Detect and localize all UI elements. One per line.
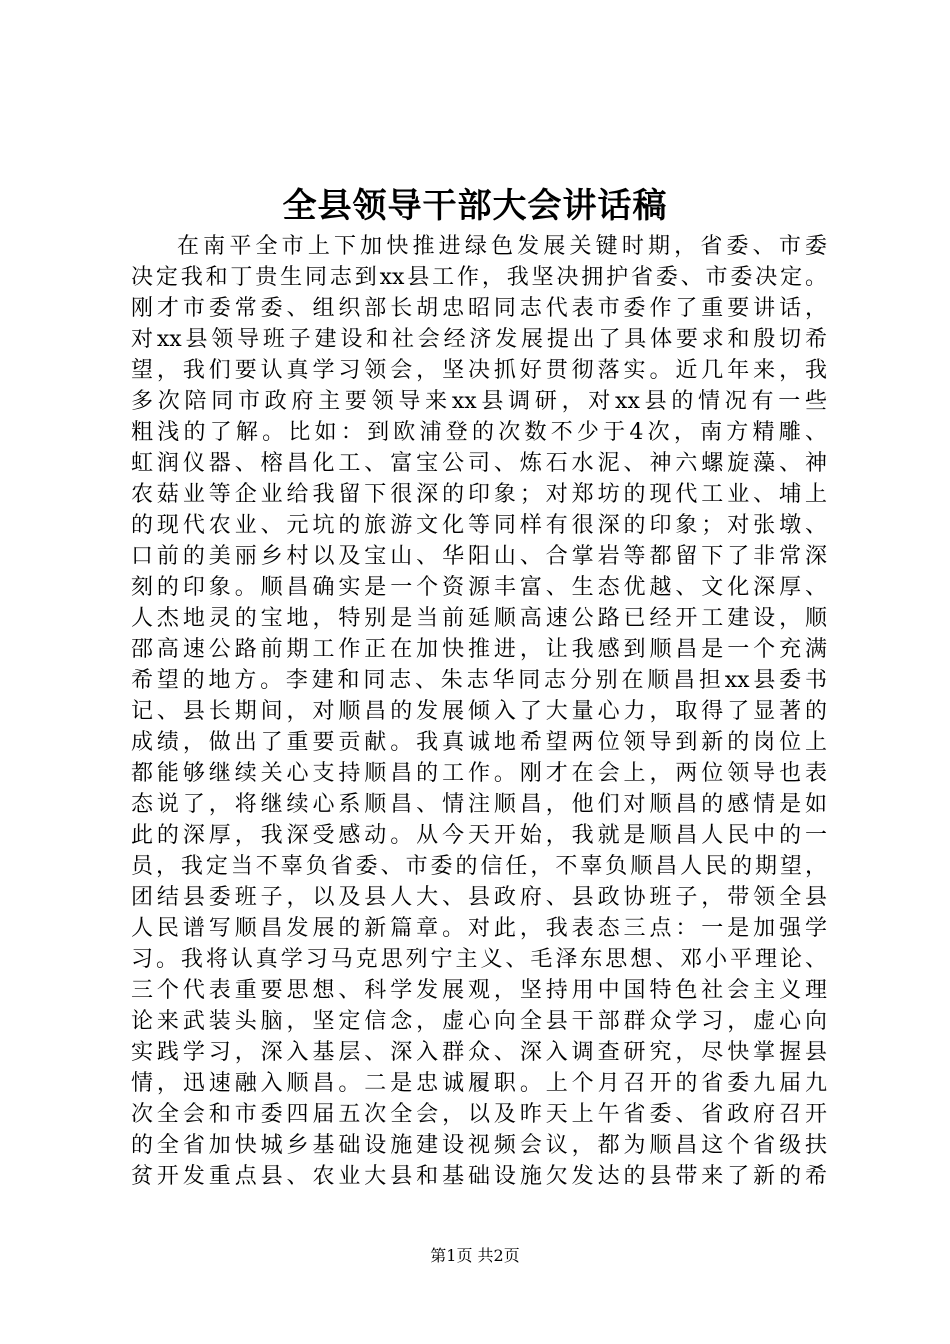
text-line: 人杰地灵的宝地，特别是当前延顺高速公路已经开工建设，顺 — [131, 606, 827, 631]
speech-body — [131, 231, 827, 1192]
text-line: 论来武装头脑，坚定信念，虚心向全县干部群众学习，虚心向 — [131, 1009, 827, 1034]
text-line: 农菇业等企业给我留下很深的印象；对郑坊的现代工业、埔上 — [131, 482, 827, 507]
page-number-footer: 第1页 共2页 — [430, 1246, 520, 1265]
text-line: 的现代农业、元坑的旅游文化等同样有很深的印象；对张墩、 — [131, 513, 827, 538]
text-line: 对xx县领导班子建设和社会经济发展提出了具体要求和殷切希 — [131, 327, 827, 352]
text-line: 多次陪同市政府主要领导来xx县调研，对xx县的情况有一些 — [131, 389, 827, 414]
text-line: 贫开发重点县、农业大县和基础设施欠发达的县带来了新的希 — [131, 1164, 827, 1189]
text-line: 邵高速公路前期工作正在加快推进，让我感到顺昌是一个充满 — [131, 637, 827, 662]
text-line: 口前的美丽乡村以及宝山、华阳山、合掌岩等都留下了非常深 — [131, 544, 827, 569]
text-line: 的全省加快城乡基础设施建设视频会议，都为顺昌这个省级扶 — [131, 1133, 827, 1158]
text-line: 人民谱写顺昌发展的新篇章。对此，我表态三点：一是加强学 — [131, 916, 827, 941]
text-line: 情，迅速融入顺昌。二是忠诚履职。上个月召开的省委九届九 — [131, 1071, 827, 1096]
text-line: 次全会和市委四届五次全会，以及昨天上午省委、省政府召开 — [131, 1102, 827, 1127]
text-line: 望，我们要认真学习领会，坚决抓好贯彻落实。近几年来，我 — [131, 358, 827, 383]
text-line: 决定我和丁贵生同志到xx县工作，我坚决拥护省委、市委决定。 — [131, 265, 827, 290]
text-line: 希望的地方。李建和同志、朱志华同志分别在顺昌担xx县委书 — [131, 668, 827, 693]
text-line: 刚才市委常委、组织部长胡忠昭同志代表市委作了重要讲话， — [131, 296, 827, 321]
page-title: 全县领导干部大会讲话稿 — [282, 186, 668, 226]
text-line: 态说了，将继续心系顺昌、情注顺昌，他们对顺昌的感情是如 — [131, 792, 827, 817]
text-line: 团结县委班子，以及县人大、县政府、县政协班子，带领全县 — [131, 885, 827, 910]
text-line: 员，我定当不辜负省委、市委的信任，不辜负顺昌人民的期望， — [131, 854, 827, 879]
text-line: 粗浅的了解。比如：到欧浦登的次数不少于4次，南方精雕、 — [131, 420, 827, 445]
text-line: 虹润仪器、榕昌化工、富宝公司、炼石水泥、神六螺旋藻、神 — [131, 451, 827, 476]
text-line: 记、县长期间，对顺昌的发展倾入了大量心力，取得了显著的 — [131, 699, 827, 724]
text-line: 刻的印象。顺昌确实是一个资源丰富、生态优越、文化深厚、 — [131, 575, 827, 600]
text-line: 成绩，做出了重要贡献。我真诚地希望两位领导到新的岗位上 — [131, 730, 827, 755]
text-line: 习。我将认真学习马克思列宁主义、毛泽东思想、邓小平理论、 — [131, 947, 827, 972]
text-line: 此的深厚，我深受感动。从今天开始，我就是顺昌人民中的一 — [131, 823, 827, 848]
text-line: 三个代表重要思想、科学发展观，坚持用中国特色社会主义理 — [131, 978, 827, 1003]
text-line: 在南平全市上下加快推进绿色发展关键时期，省委、市委 — [177, 234, 827, 259]
text-line: 实践学习，深入基层、深入群众、深入调查研究，尽快掌握县 — [131, 1040, 827, 1065]
text-line: 都能够继续关心支持顺昌的工作。刚才在会上，两位领导也表 — [131, 761, 827, 786]
